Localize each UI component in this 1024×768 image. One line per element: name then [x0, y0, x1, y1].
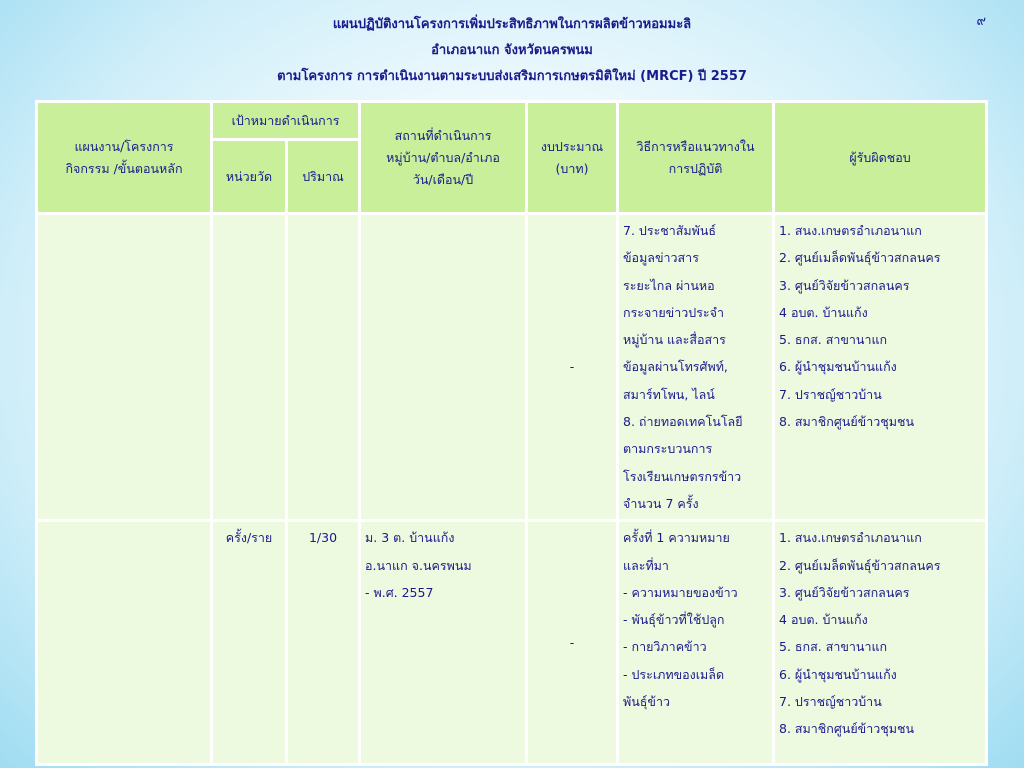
document-title [0, 12, 1024, 90]
cell-unit [212, 214, 287, 521]
cell-location [360, 214, 527, 521]
cell-responsible: 1. สนง.เกษตรอำเภอนาแก 2. ศูนย์เมล็ดพันธุ์ข้าวสกลนคร 3. ศูนย์วิจัยข้าวสกลนคร 4 อบต. บ้านแก้ง 5. ธกส. สาขานาแก 6. ผู้นำชุมชนบ้านแก้ง 7. ปราชญ์ชาวบ้าน 8. สมาชิกศูนย์ข้าวชุมชน [774, 521, 987, 765]
header-location: สถานที่ดำเนินการ หมู่บ้าน/ตำบล/อำเภอ วัน/เดือน/ปี [360, 102, 527, 214]
title-line-3: ตามโครงการ การดำเนินงานตามระบบส่งเสริมการเกษตรมิติใหม่ (MRCF) ปี 2557 [277, 69, 747, 84]
title-line-1: แผนปฏิบัติงานโครงการเพิ่มประสิทธิภาพในการผลิตข้าวหอมมะลิ [332, 17, 692, 32]
header-plan: แผนงาน/โครงการ กิจกรรม /ขั้นตอนหลัก [37, 102, 212, 214]
header-method: วิธีการหรือแนวทางใน การปฏิบัติ [618, 102, 774, 214]
cell-responsible: 1. สนง.เกษตรอำเภอนาแก 2. ศูนย์เมล็ดพันธุ์ข้าวสกลนคร 3. ศูนย์วิจัยข้าวสกลนคร 4 อบต. บ้านแก้ง 5. ธกส. สาขานาแก 6. ผู้นำชุมชนบ้านแก้ง 7. ปราชญ์ชาวบ้าน 8. สมาชิกศูนย์ข้าวชุมชน [774, 214, 987, 521]
header-responsible: ผู้รับผิดชอบ [774, 102, 987, 214]
header-budget: งบประมาณ (บาท) [527, 102, 618, 214]
header-unit: หน่วยวัด [212, 140, 287, 214]
cell-quantity [287, 214, 360, 521]
cell-budget: - [527, 214, 618, 521]
plan-table [35, 100, 988, 766]
cell-method: ครั้งที่ 1 ความหมาย และที่มา - ความหมายของข้าว - พันธุ์ข้าวที่ใช้ปลูก - กายวิภาคข้าว - ประเภทของเมล็ด พันธุ์ข้าว [618, 521, 774, 765]
cell-method: 7. ประชาสัมพันธ์ ข้อมูลข่าวสาร ระยะไกล ผ่านหอ กระจายข่าวประจำ หมู่บ้าน และสื่อสาร ข้อมูลผ่านโทรศัพท์, สมาร์ทโพน, ไลน์ 8. ถ่ายทอดเทคโนโลยี ตามกระบวนการ โรงเรียนเกษตรกรข้าว จำนวน 7 ครั้ง [618, 214, 774, 521]
cell-quantity: 1/30 [287, 521, 360, 765]
header-target: เป้าหมายดำเนินการ [212, 102, 360, 140]
page-number: ๙ [976, 14, 986, 29]
table-row [37, 521, 987, 765]
cell-location: ม. 3 ต. บ้านแก้ง อ.นาแก จ.นครพนม - พ.ศ. 2557 [360, 521, 527, 765]
cell-budget: - [527, 521, 618, 765]
title-line-2: อำเภอนาแก จังหวัดนครพนม [431, 43, 593, 58]
header-quantity: ปริมาณ [287, 140, 360, 214]
cell-plan [37, 214, 212, 521]
cell-unit: ครั้ง/ราย [212, 521, 287, 765]
table-row [37, 214, 987, 521]
cell-plan [37, 521, 212, 765]
